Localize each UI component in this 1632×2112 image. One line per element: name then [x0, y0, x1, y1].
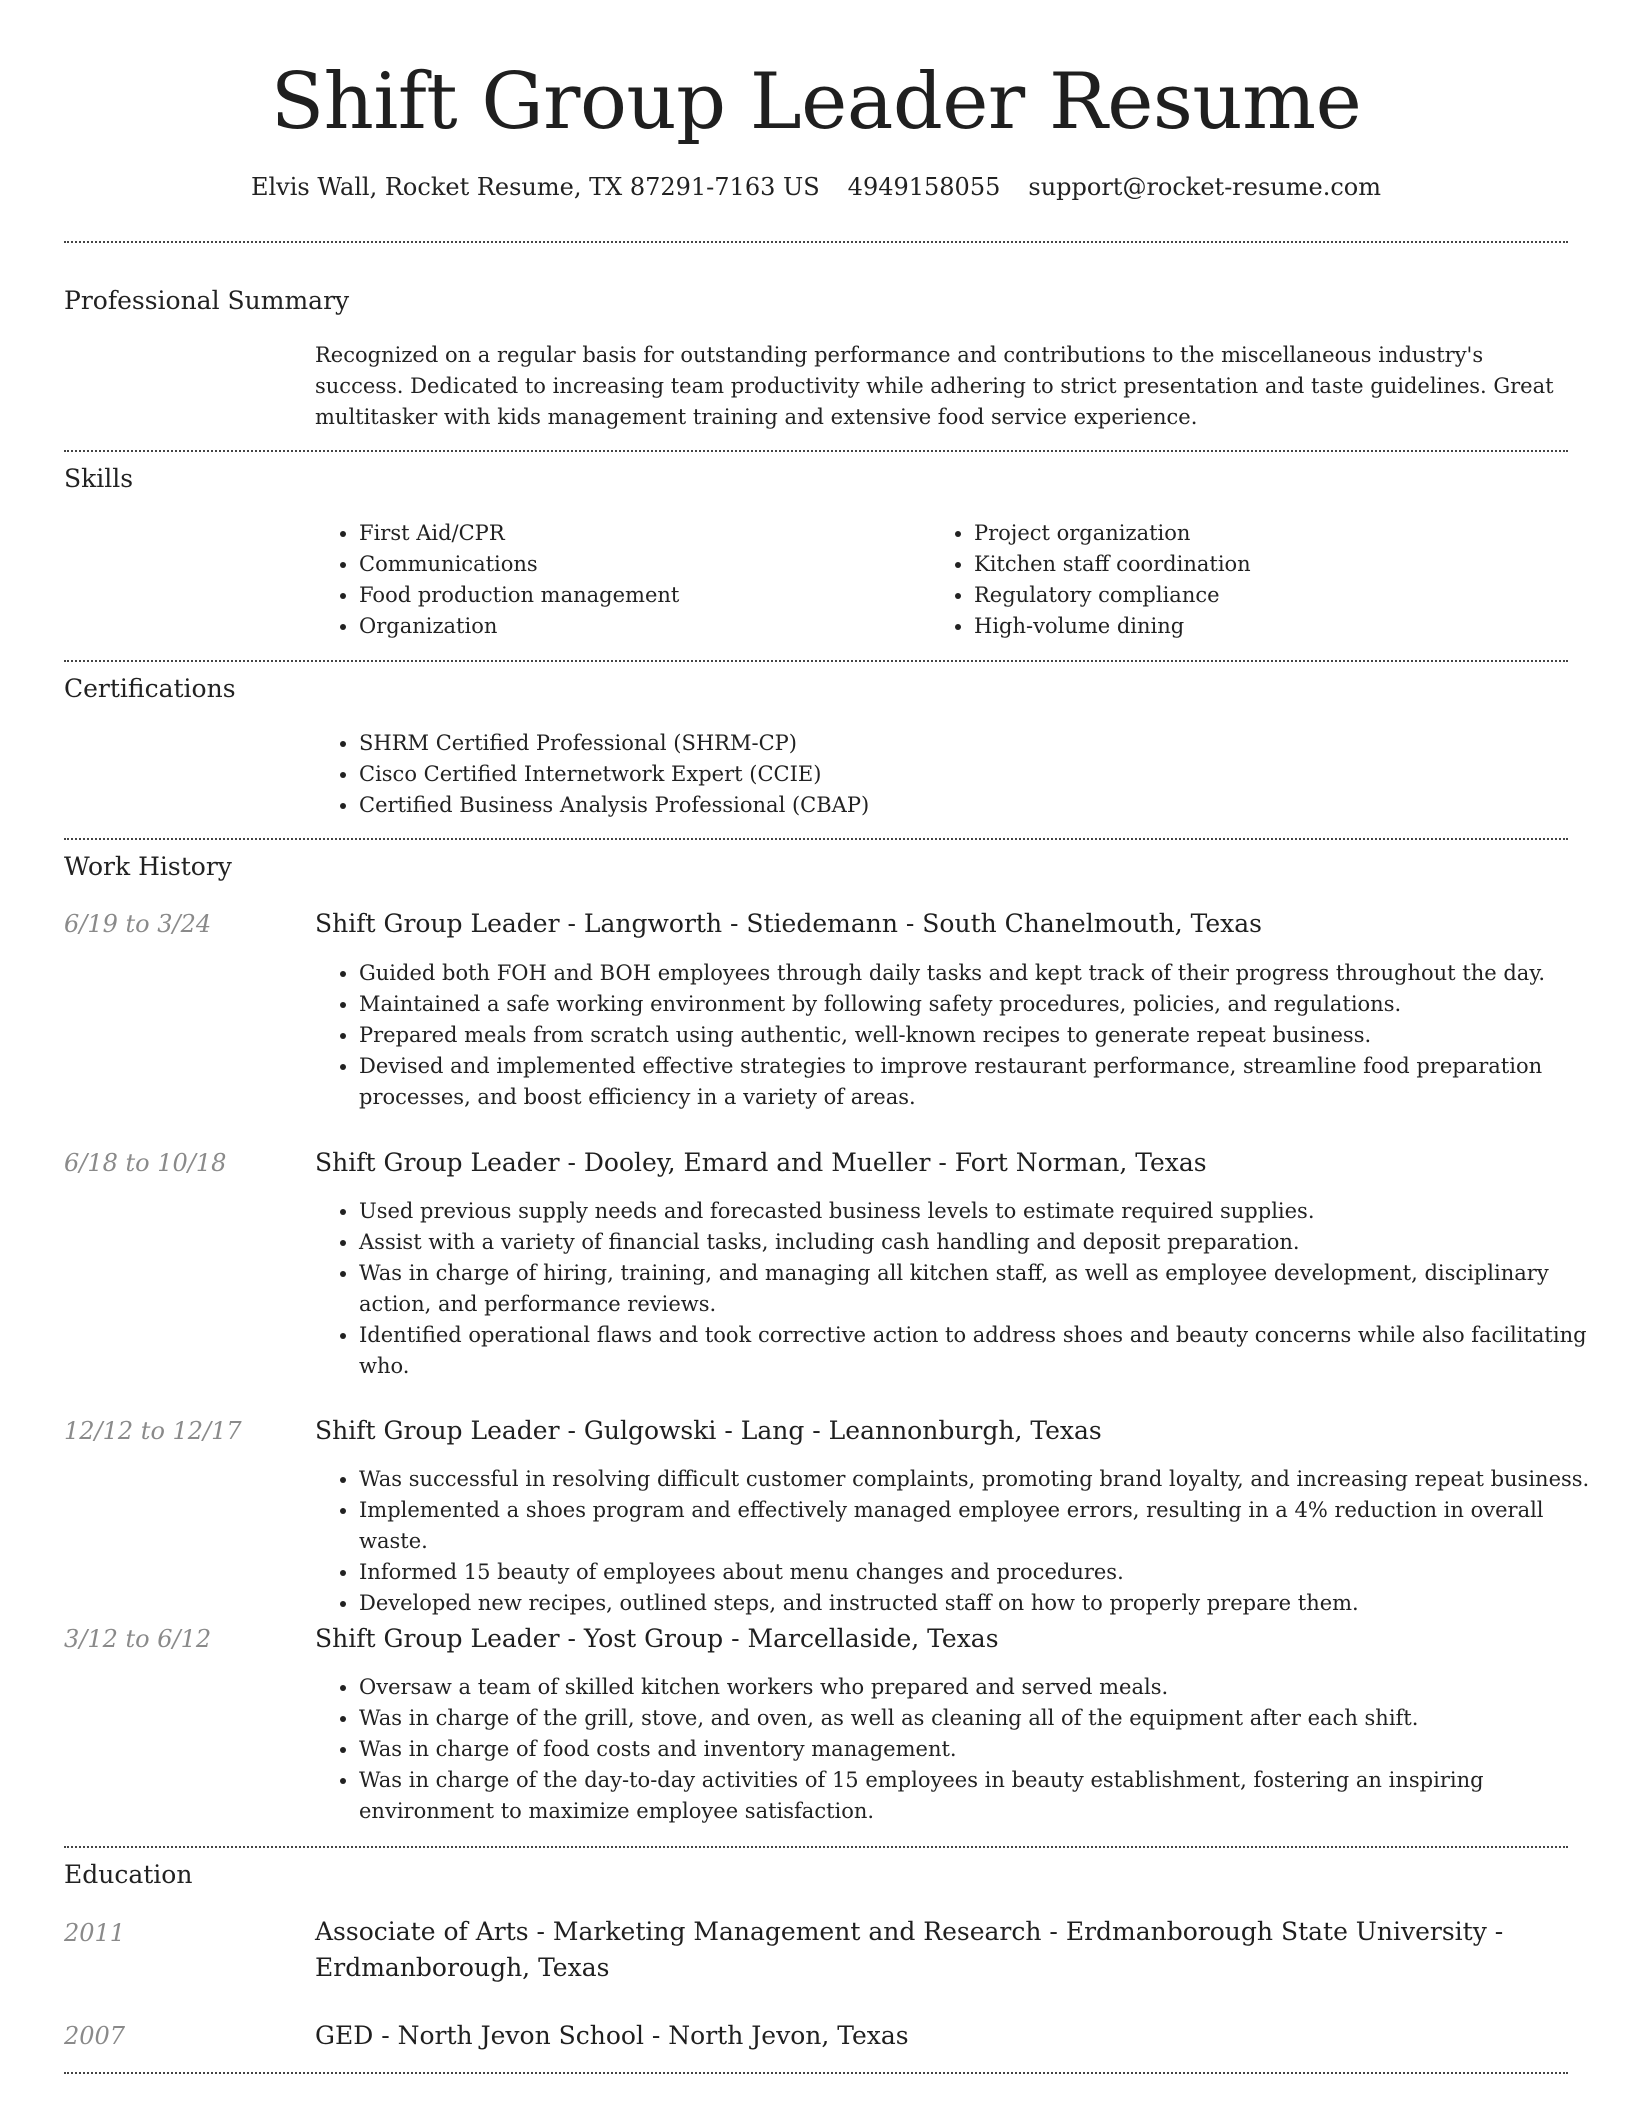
- list-item: • Informed 15 beauty of employees about menu changes and procedures.: [359, 1557, 1609, 1588]
- list-item: • Regulatory compliance: [974, 580, 1574, 611]
- job-title: Shift Group Leader - Dooley, Emard and Mueller - Fort Norman, Texas: [315, 1148, 1207, 1177]
- education-entry: Associate of Arts - Marketing Management and Research - Erdmanborough State University - Erdmanborough, Texas: [315, 1917, 1504, 1982]
- page-title: Shift Group Leader Resume: [270, 57, 1362, 147]
- section-divider: [64, 241, 1568, 243]
- list-item: • Used previous supply needs and forecasted business levels to estimate required supplies.: [359, 1196, 1609, 1227]
- list-item: • Assist with a variety of financial tasks, including cash handling and deposit preparation.: [359, 1227, 1609, 1258]
- contact-email: support@rocket-resume.com: [1028, 173, 1381, 201]
- list-item: • Certified Business Analysis Professional (CBAP): [359, 790, 1559, 821]
- job-title: Shift Group Leader - Yost Group - Marcellaside, Texas: [315, 1624, 999, 1653]
- list-item: • Was in charge of hiring, training, and managing all kitchen staff, as well as employee development, disciplinary action, and performance reviews.: [359, 1258, 1609, 1320]
- list-item: • Cisco Certified Internetwork Expert (CCIE): [359, 759, 1559, 790]
- list-item: • Organization: [359, 611, 919, 642]
- job-dates: 12/12 to 12/17: [64, 1417, 242, 1445]
- list-item: • First Aid/CPR: [359, 518, 919, 549]
- job-bullets: [315, 1464, 1609, 1619]
- list-item: • Devised and implemented effective strategies to improve restaurant performance, streamline food preparation processes, and boost efficiency in a variety of areas.: [359, 1051, 1579, 1113]
- job-bullets: [315, 958, 1579, 1113]
- list-item: • High-volume dining: [974, 611, 1574, 642]
- list-item: • Food production management: [359, 580, 919, 611]
- education-heading: Education: [64, 1860, 193, 1889]
- certifications-heading: Certifications: [64, 674, 236, 703]
- job-bullets: [315, 1196, 1609, 1382]
- list-item: • Identified operational flaws and took corrective action to address shoes and beauty concerns while also facilitating who.: [359, 1320, 1609, 1382]
- list-item: • Prepared meals from scratch using authentic, well-known recipes to generate repeat business.: [359, 1020, 1579, 1051]
- summary-heading: Professional Summary: [64, 286, 350, 315]
- section-divider: [64, 2072, 1568, 2074]
- job-dates: 3/12 to 6/12: [64, 1625, 212, 1653]
- list-item: • Project organization: [974, 518, 1574, 549]
- education-year: 2011: [64, 1919, 126, 1947]
- list-item: • Oversaw a team of skilled kitchen workers who prepared and served meals.: [359, 1672, 1609, 1703]
- list-item: • Guided both FOH and BOH employees through daily tasks and kept track of their progress throughout the day.: [359, 958, 1579, 989]
- list-item: • Was in charge of the grill, stove, and oven, as well as cleaning all of the equipment after each shift.: [359, 1703, 1609, 1734]
- list-item: • Was successful in resolving difficult customer complaints, promoting brand loyalty, and increasing repeat business.: [359, 1464, 1609, 1495]
- certifications-list: [315, 728, 1559, 821]
- section-divider: [64, 660, 1568, 662]
- job-title: Shift Group Leader - Langworth - Stiedemann - South Chanelmouth, Texas: [315, 909, 1262, 938]
- job-bullets: [315, 1672, 1609, 1827]
- skills-heading: Skills: [64, 464, 134, 493]
- skills-list-right: [930, 518, 1574, 642]
- education-year: 2007: [64, 2022, 126, 2050]
- list-item: • Maintained a safe working environment by following safety procedures, policies, and regulations.: [359, 989, 1579, 1020]
- list-item: • Was in charge of food costs and inventory management.: [359, 1734, 1609, 1765]
- job-dates: 6/18 to 10/18: [64, 1149, 227, 1177]
- job-title: Shift Group Leader - Gulgowski - Lang - Leannonburgh, Texas: [315, 1416, 1102, 1445]
- section-divider: [64, 450, 1568, 452]
- list-item: • Implemented a shoes program and effectively managed employee errors, resulting in a 4% reduction in overall waste.: [359, 1495, 1609, 1557]
- contact-phone: 4949158055: [847, 173, 1001, 201]
- skills-list-left: [315, 518, 919, 642]
- contact-line: [0, 170, 1632, 204]
- list-item: • Developed new recipes, outlined steps, and instructed staff on how to properly prepare them.: [359, 1588, 1609, 1619]
- list-item: • Communications: [359, 549, 919, 580]
- work-history-heading: Work History: [64, 852, 232, 881]
- job-dates: 6/19 to 3/24: [64, 910, 212, 938]
- list-item: • SHRM Certified Professional (SHRM-CP): [359, 728, 1559, 759]
- education-entry: GED - North Jevon School - North Jevon, Texas: [315, 2021, 909, 2050]
- section-divider: [64, 838, 1568, 840]
- list-item: • Was in charge of the day-to-day activities of 15 employees in beauty establishment, fostering an inspiring environment to maximize employee satisfaction.: [359, 1765, 1609, 1827]
- contact-address: Elvis Wall, Rocket Resume, TX 87291-7163 US: [250, 173, 820, 201]
- section-divider: [64, 1846, 1568, 1848]
- summary-text: Recognized on a regular basis for outstanding performance and contributions to the miscellaneous industry's success. Dedicated to increasing team productivity while adhering to strict presentation and taste guidelines. Great multitasker with kids management training and extensive food service experience.: [315, 343, 1554, 429]
- list-item: • Kitchen staff coordination: [974, 549, 1574, 580]
